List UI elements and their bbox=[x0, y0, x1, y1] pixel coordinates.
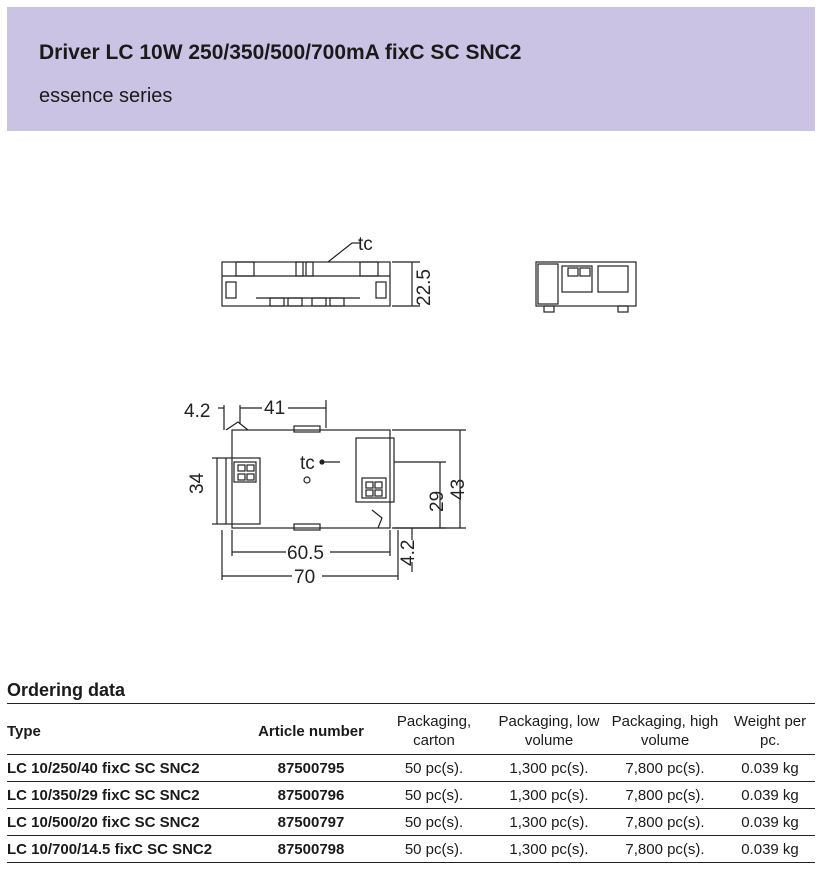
cell-low-volume: 1,300 pc(s). bbox=[493, 782, 605, 809]
dimension-29: 29 bbox=[427, 490, 448, 512]
top-view bbox=[212, 400, 466, 580]
end-view bbox=[536, 262, 636, 312]
cell-carton: 50 pc(s). bbox=[375, 836, 493, 863]
tc-label-side: tc bbox=[358, 234, 373, 255]
ordering-table bbox=[7, 708, 815, 863]
cell-type: LC 10/250/40 fixC SC SNC2 bbox=[7, 755, 247, 782]
cell-weight: 0.039 kg bbox=[725, 755, 815, 782]
cell-article: 87500795 bbox=[247, 755, 375, 782]
table-row bbox=[7, 782, 815, 809]
table-row bbox=[7, 755, 815, 782]
cell-type: LC 10/350/29 fixC SC SNC2 bbox=[7, 782, 247, 809]
cell-carton: 50 pc(s). bbox=[375, 809, 493, 836]
cell-weight: 0.039 kg bbox=[725, 809, 815, 836]
column-header-high-volume: Packaging, high volume bbox=[605, 708, 725, 755]
dimension-4-2-top: 4.2 bbox=[184, 401, 211, 422]
table-row bbox=[7, 809, 815, 836]
cell-high-volume: 7,800 pc(s). bbox=[605, 809, 725, 836]
cell-carton: 50 pc(s). bbox=[375, 755, 493, 782]
page-subtitle: essence series bbox=[39, 85, 173, 107]
column-header-low-volume: Packaging, low volume bbox=[493, 708, 605, 755]
table-header-row bbox=[7, 708, 815, 755]
column-header-weight: Weight per pc. bbox=[725, 708, 815, 755]
cell-type: LC 10/700/14.5 fixC SC SNC2 bbox=[7, 836, 247, 863]
cell-article: 87500796 bbox=[247, 782, 375, 809]
tc-point bbox=[304, 477, 310, 483]
column-header-article: Article number bbox=[247, 708, 375, 755]
height-dimension-label: 22.5 bbox=[414, 269, 435, 306]
column-header-carton: Packaging, carton bbox=[375, 708, 493, 755]
side-view bbox=[222, 243, 420, 306]
cell-article: 87500798 bbox=[247, 836, 375, 863]
dimension-34: 34 bbox=[187, 472, 208, 494]
dimension-43: 43 bbox=[448, 478, 469, 500]
cell-type: LC 10/500/20 fixC SC SNC2 bbox=[7, 809, 247, 836]
cell-low-volume: 1,300 pc(s). bbox=[493, 809, 605, 836]
cell-low-volume: 1,300 pc(s). bbox=[493, 755, 605, 782]
cell-high-volume: 7,800 pc(s). bbox=[605, 782, 725, 809]
cell-article: 87500797 bbox=[247, 809, 375, 836]
cell-weight: 0.039 kg bbox=[725, 782, 815, 809]
column-header-type: Type bbox=[7, 708, 247, 755]
tc-label-top: tc bbox=[300, 453, 315, 474]
cell-high-volume: 7,800 pc(s). bbox=[605, 836, 725, 863]
table-row bbox=[7, 836, 815, 863]
divider bbox=[7, 703, 815, 704]
dimension-70: 70 bbox=[294, 567, 316, 588]
dimension-60-5: 60.5 bbox=[287, 543, 324, 564]
end-view-body bbox=[536, 262, 636, 306]
ordering-data-title: Ordering data bbox=[7, 680, 126, 700]
page-title: Driver LC 10W 250/350/500/700mA fixC SC SNC2 bbox=[39, 41, 522, 64]
cell-carton: 50 pc(s). bbox=[375, 782, 493, 809]
cell-weight: 0.039 kg bbox=[725, 836, 815, 863]
cell-low-volume: 1,300 pc(s). bbox=[493, 836, 605, 863]
cell-high-volume: 7,800 pc(s). bbox=[605, 755, 725, 782]
input-terminal bbox=[226, 458, 260, 524]
dimension-41: 41 bbox=[264, 398, 286, 419]
dimension-4-2-bottom: 4.2 bbox=[398, 539, 419, 566]
